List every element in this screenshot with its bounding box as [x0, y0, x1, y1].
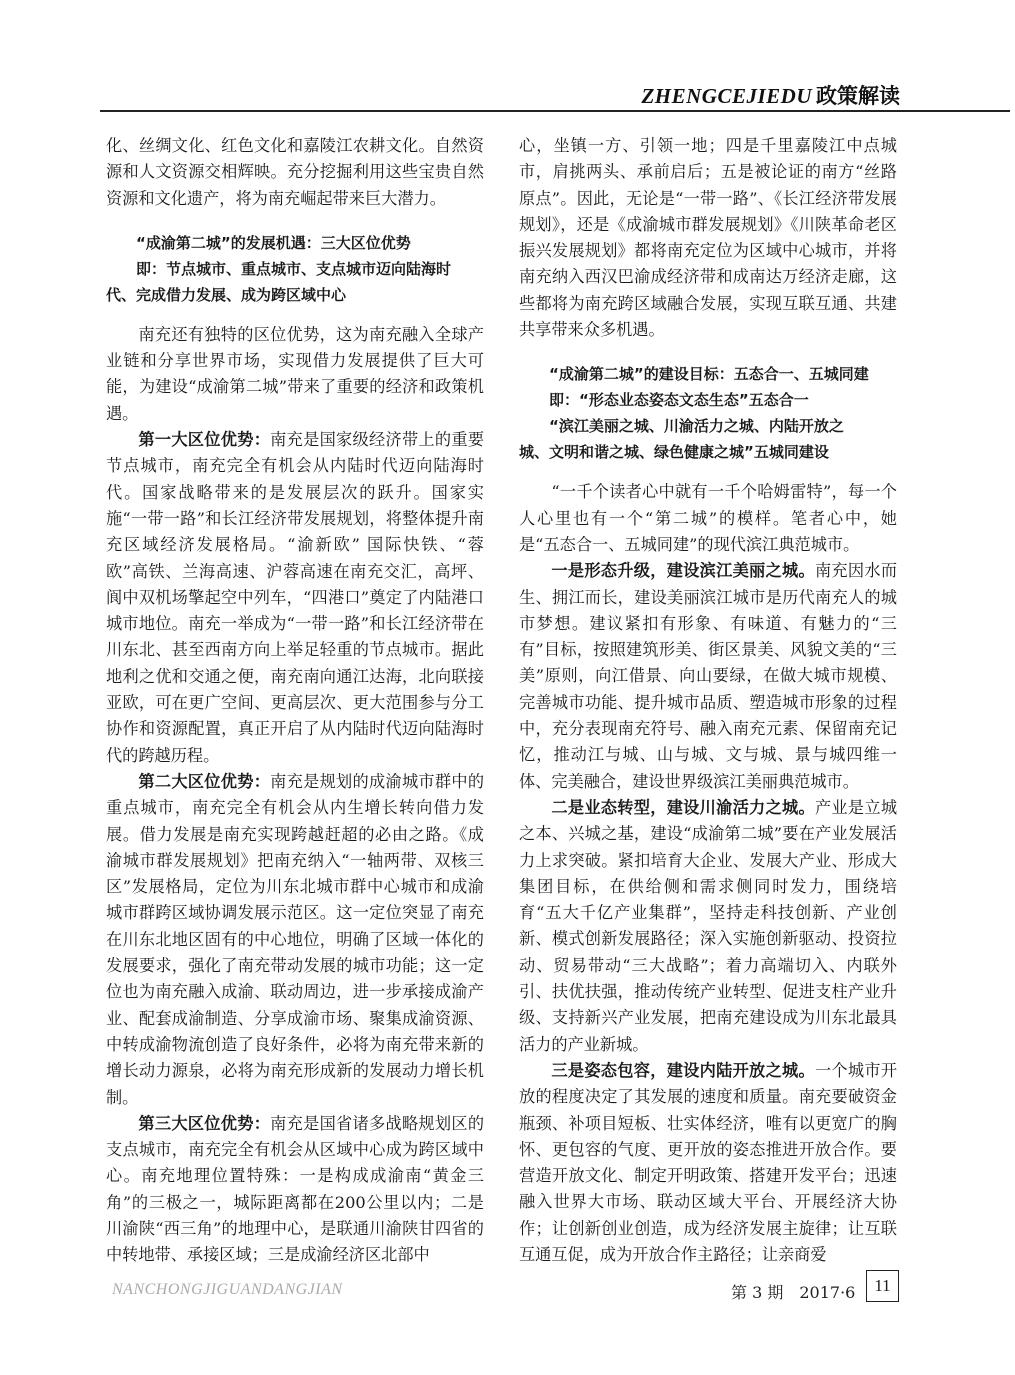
section-header-roman: ZHENGCEJIEDU [641, 84, 812, 108]
left-column [106, 133, 484, 1269]
issue-info [731, 1280, 855, 1303]
heading-line: 代、完成借力发展、成为跨区域中心 [106, 285, 347, 304]
section-header-title: 政策解读 [816, 84, 900, 108]
paragraph-body: 南充因水而生、拥江而长，建设美丽滨江城市是历代南充人的城市梦想。建议紧扣有形象、有味道、有魅力的“三有”目标，按照建筑形美、街区景美、风貌文美的“三美”原则，向江借景、向山要绿，在做大城市规模、完善城市功能、提升城市品质、塑造城市形象的过程中，充分表现南充符号、融入南充元素、保留南充记忆，推动江与城、山与城、文与城、景与城四维一体、完美融合，建设世界级滨江美丽典范城市。 [519, 561, 898, 791]
paragraph [106, 769, 484, 1111]
paragraph-lead: 一是形态升级，建设滨江美丽之城。 [551, 561, 815, 581]
heading-line: 即：“形态业态姿态文态生态”五态合一 [549, 391, 809, 410]
paragraph [106, 427, 484, 769]
page-number: 11 [866, 1270, 899, 1302]
issue-date: 2017·6 [799, 1283, 856, 1302]
paragraph-lead: 三是姿态包容，建设内陆开放之城。 [551, 1060, 815, 1080]
paragraph-body: 产业是立城之本、兴城之基，建设“成渝第二城”要在产业发展活力上求突破。紧扣培育大企业、发展大产业、形成大集团目标，在供给侧和需求侧同时发力，围绕培育“五大千亿产业集群”，坚持走科技创新、产业创新、模式创新发展路径；深入实施创新驱动、投资拉动、贸易带动“三大战略”；着力高端切入、内联外引、扶优扶强，推动传统产业转型、促进支柱产业升级、支持新兴产业发展，把南充建设成为川东北最具活力的产业新城。 [519, 797, 898, 1054]
paragraph: “一千个读者心中就有一千个哈姆雷特”，每一个人心里也有一个“第二城”的模样。笔者心中，她是“五态合一、五城同建”的现代滨江典范城市。 [519, 482, 897, 554]
header-rule [100, 110, 1010, 112]
paragraph [519, 1058, 897, 1268]
right-column [519, 133, 897, 1268]
journal-name: NANCHONGJIGUANDANGJIAN [112, 1281, 343, 1298]
paragraph-body: 南充是国省诸多战略规划区的支点城市，南充完全有机会从区域中心成为跨区域中心。南充地理位置特殊：一是构成成渝南“黄金三角”的三极之一，城际距离都在200公里以内；二是川渝陕“西三角”的地理中心，是联通川渝陕甘四省的中转地带、承接区域；三是成渝经济区北部中 [106, 1113, 485, 1265]
paragraph-lead: 第一大区位优势： [138, 430, 271, 450]
paragraph-lead: 第三大区位优势： [138, 1113, 271, 1133]
heading-line: “成渝第二城”的发展机遇：三大区位优势 [136, 233, 411, 252]
paragraph [519, 795, 897, 1058]
paragraph: 南充还有独特的区位优势，这为南充融入全球产业链和分享世界市场，实现借力发展提供了巨大可能，为建设“成渝第二城”带来了重要的经济和政策机遇。 [106, 324, 484, 423]
heading-line: 城、文明和谐之城、绿色健康之城”五城同建设 [519, 443, 829, 462]
paragraph-body: 一个城市开放的程度决定了其发展的速度和质量。南充要破资金瓶颈、补项目短板、壮实体经济，唯有以更宽广的胸怀、更包容的气度、更开放的姿态推进开放合作。要营造开放文化、制定开明政策、搭建开发平台；迅速融入世界大市场、联动区域大平台、开展经济大协作；让创新创业创造，成为经济发展主旋律；让互联互通互促，成为开放合作主路径；让亲商爱 [519, 1060, 898, 1264]
heading-line: 即：节点城市、重点城市、支点城市迈向陆海时 [136, 259, 452, 278]
heading-line: “滨江美丽之城、川渝活力之城、内陆开放之 [549, 417, 844, 436]
paragraph: 心，坐镇一方、引领一地；四是千里嘉陵江中点城市，肩挑两头、承前启后；五是被论证的南方“丝路原点”。因此，无论是“一带一路”、《长江经济带发展规划》，还是《成渝城市群发展规划》《川陕革命老区振兴发展规划》都将南充定位为区域中心城市，并将南充纳入西汉巴渝成经济带和成南达万经济走廊，这些都将为南充跨区域融合发展，实现互联互通、共建共享带来众多机遇。 [519, 136, 897, 340]
heading-line: “成渝第二城”的建设目标：五态合一、五城同建 [549, 365, 869, 384]
paragraph [106, 1111, 484, 1269]
section-heading [106, 230, 484, 308]
section-header [641, 80, 900, 110]
paragraph [519, 558, 897, 795]
issue-number: 第 3 期 [731, 1283, 784, 1302]
paragraph: 化、丝绸文化、红色文化和嘉陵江农耕文化。自然资源和人文资源交相辉映。充分挖掘利用这些宝贵自然资源和文化遗产，将为南充崛起带来巨大潜力。 [106, 136, 484, 208]
paragraph-lead: 第二大区位优势： [138, 771, 271, 791]
paragraph-body: 南充是国家级经济带上的重要节点城市，南充完全有机会从内陆时代迈向陆海时代。国家战略带来的是发展层次的跃升。国家实施“一带一路”和长江经济带发展规划，将整体提升南充区域经济发展格局。“渝新欧” 国际快铁、“蓉欧”高铁、兰海高速、沪蓉高速在南充交汇，高坪、阆中双机场擎起空中列车，“四港口”奠定了内陆港口城市地位。南充一举成为“一带一路”和长江经济带在川东北、甚至西南方向上举足轻重的节点城市。据此地利之优和交通之便，南充南向通江达海，北向联接亚欧，可在更广空间、更高层次、更大范围参与分工协作和资源配置，真正开启了从内陆时代迈向陆海时代的跨越历程。 [106, 430, 485, 765]
paragraph-lead: 二是业态转型，建设川渝活力之城。 [551, 797, 815, 817]
section-heading [519, 361, 897, 465]
paragraph-body: 南充是规划的成渝城市群中的重点城市，南充完全有机会从内生增长转向借力发展。借力发展是南充实现跨越赶超的必由之路。《成渝城市群发展规划》把南充纳入“一轴两带、双核三区”发展格局，定位为川东北城市群中心城市和成渝城市群跨区域协调发展示范区。这一定位突显了南充在川东北地区固有的中心地位，明确了区域一体化的发展要求，强化了南充带动发展的城市功能；这一定位也为南充融入成渝、联动周边，进一步承接成渝产业、配套成渝制造、分享成渝市场、聚集成渝资源、中转成渝物流创造了良好条件，必将为南充带来新的增长动力源泉，必将为南充形成新的发展动力增长机制。 [106, 771, 485, 1107]
